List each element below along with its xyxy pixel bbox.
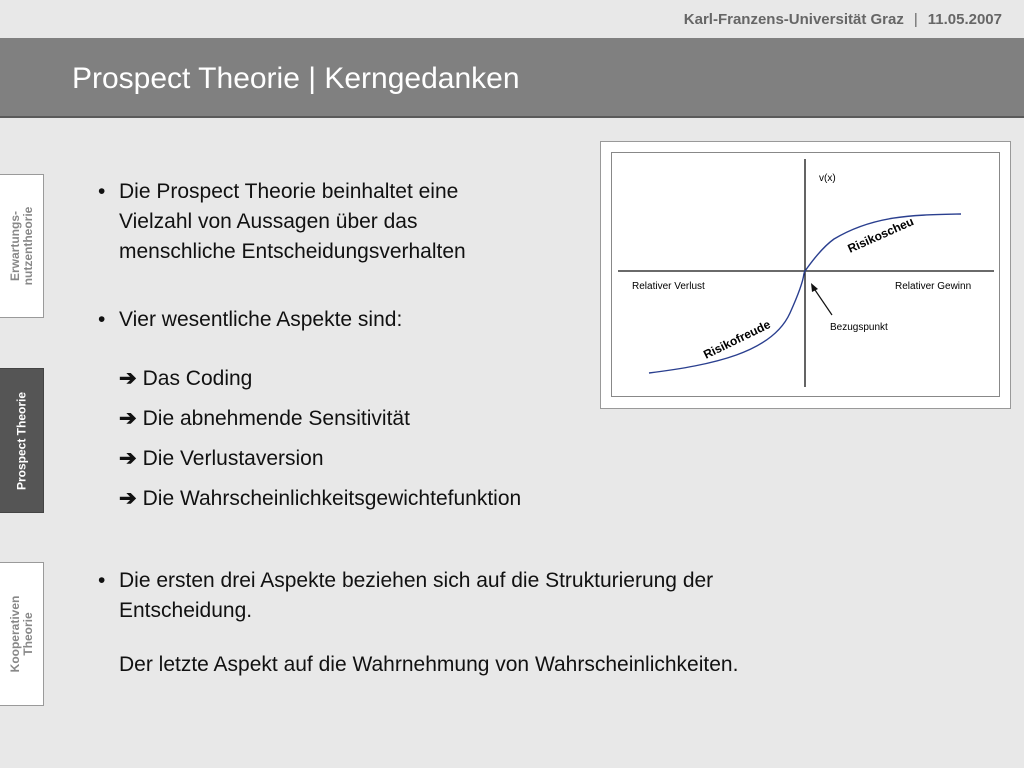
value-function-figure xyxy=(600,141,1011,409)
arrow-icon: ➔ xyxy=(119,407,137,430)
nav-tab-label xyxy=(9,596,35,673)
aspect-text: Die Wahrscheinlichkeitsgewichtefunktion xyxy=(142,487,522,510)
aspect-item-coding xyxy=(119,364,252,394)
university-name: Karl-Franzens-Universität Graz xyxy=(683,11,904,28)
bullet-text-line: Vielzahl von Aussagen über das xyxy=(119,210,418,233)
nav-tab-kooperativen-theorie[interactable] xyxy=(0,562,44,706)
bullet-first-three-aspects xyxy=(98,566,713,626)
aspect-text: Die abnehmende Sensitivität xyxy=(142,407,410,430)
aspect-item-sensitivity xyxy=(119,404,410,434)
aspect-text: Die Verlustaversion xyxy=(142,447,324,470)
bullet-text: Vier wesentliche Aspekte sind: xyxy=(119,308,403,331)
aspect-text: Das Coding xyxy=(142,367,253,390)
reference-arrow-shaft xyxy=(813,287,832,315)
header-meta xyxy=(684,11,1002,28)
aspect-item-probability-weighting xyxy=(119,484,521,514)
nav-tab-label xyxy=(15,391,28,489)
nav-label-line: nutzentheorie xyxy=(20,206,35,286)
nav-label-line: Theorie xyxy=(20,612,35,656)
reference-point-label: Bezugspunkt xyxy=(830,322,888,333)
title-bar xyxy=(0,38,1024,118)
bullet-marker: • xyxy=(98,180,106,203)
bullet-text-line: Entscheidung. xyxy=(119,599,253,622)
figure-frame xyxy=(611,152,1000,397)
bullet-marker: • xyxy=(98,308,106,331)
lower-curve-label: Risikofreude xyxy=(701,317,773,362)
top-header-bar xyxy=(0,0,1024,39)
bullet-text-line: menschliche Entscheidungsverhalten xyxy=(119,240,466,263)
bullet-marker: • xyxy=(98,569,106,592)
nav-tab-label xyxy=(9,207,35,286)
value-function-graph xyxy=(612,153,1001,398)
left-axis-label: Relativer Verlust xyxy=(632,281,705,292)
nav-label-line: Kooperativen xyxy=(7,595,22,673)
aspect-item-loss-aversion xyxy=(119,444,324,474)
slide-title: Prospect Theorie | Kerngedanken xyxy=(72,62,520,95)
reference-arrow-head xyxy=(811,283,818,292)
bullet-text-line: Die Prospect Theorie beinhaltet eine xyxy=(119,180,459,203)
bullet-aspects-heading xyxy=(98,305,402,335)
arrow-icon: ➔ xyxy=(119,487,137,510)
nav-tab-prospect-theorie[interactable] xyxy=(0,368,44,513)
bullet-prospect-intro xyxy=(98,177,466,267)
header-separator: | xyxy=(913,11,918,28)
nav-label-line: Erwartungs- xyxy=(7,210,22,282)
y-axis-label: v(x) xyxy=(819,173,836,184)
bullet-text-line: Die ersten drei Aspekte beziehen sich auf die Strukturierung der xyxy=(119,569,714,592)
nav-tab-erwartungsnutzentheorie[interactable] xyxy=(0,174,44,318)
upper-curve-label: Risikoscheu xyxy=(845,214,916,256)
right-axis-label: Relativer Gewinn xyxy=(895,281,972,292)
presentation-date: 11.05.2007 xyxy=(927,11,1002,28)
arrow-icon: ➔ xyxy=(119,447,137,470)
arrow-icon: ➔ xyxy=(119,367,137,390)
last-aspect-paragraph: Der letzte Aspekt auf die Wahrnehmung von Wahrscheinlichkeiten. xyxy=(119,653,739,676)
nav-label-line: Prospect Theorie xyxy=(14,391,28,490)
